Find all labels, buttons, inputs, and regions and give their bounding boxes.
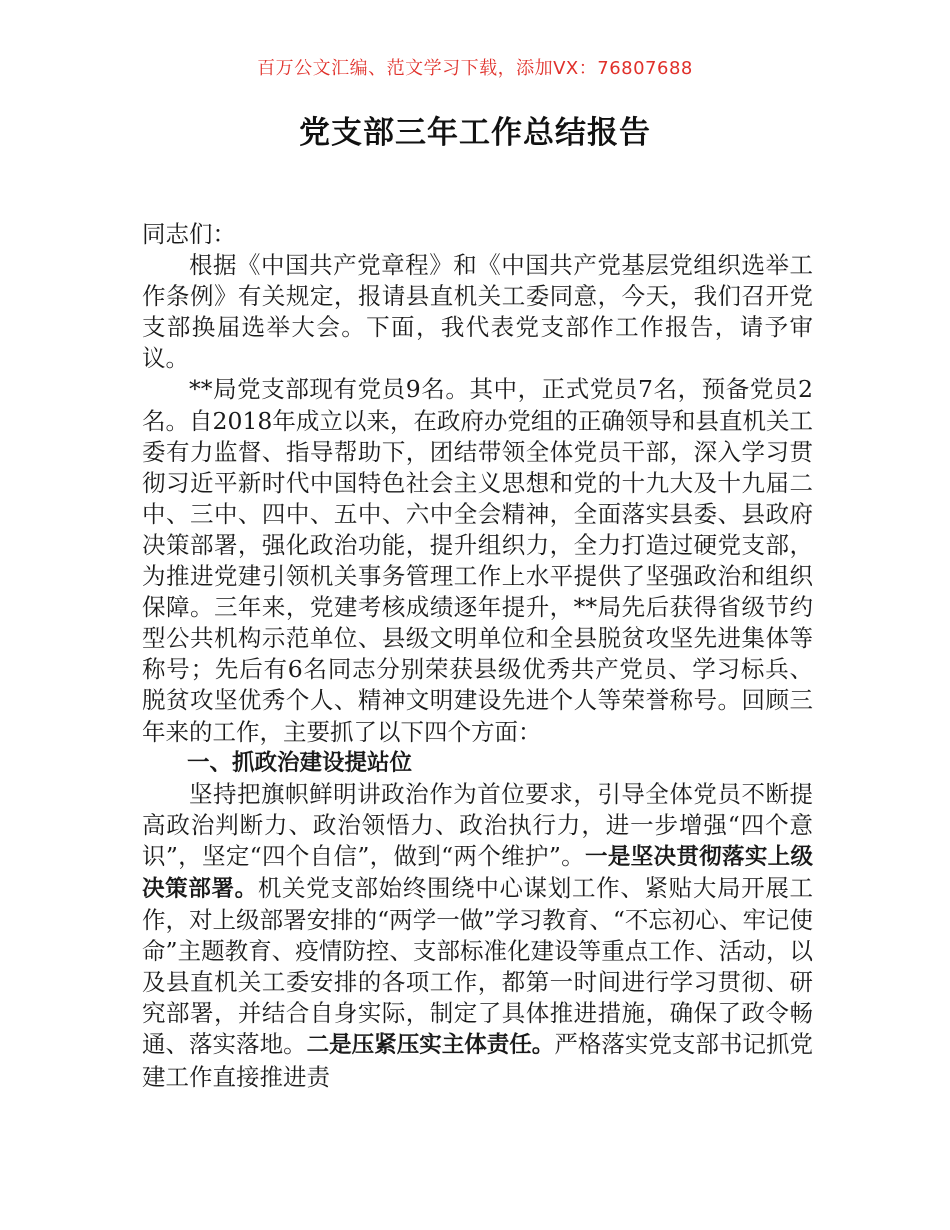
paragraph-political-construction <box>142 779 813 1093</box>
watermark-header: 百万公文汇编、范文学习下载，添加VX：76807688 <box>257 58 693 79</box>
paragraph-text: 严格落实党支部书记抓党建工作直接推进责 <box>142 1030 814 1091</box>
paragraph-overview: **局党支部现有党员9名。其中，正式党员7名，预备党员2名。自2018年成立以来，在政府办党组的正确领导和县直机关工委有力监督、指导帮助下，团结带领全体党员干部，深入学习贯彻习近平新时代中国特色社会主义思想和党的十九大及十九届二中、三中、四中、五中、六中全会精神，全面落实县委、县政府决策部署，强化政治功能，提升组织力，全力打造过硬党支部，为推进党建引领机关事务管理工作上水平提供了坚强政治和组织保障。三年来，党建考核成绩逐年提升，**局先后获得省级节约型公共机构示范单位、县级文明单位和全县脱贫攻坚先进集体等称号；先后有6名同志分别荣获县级优秀共产党员、学习标兵、脱贫攻坚优秀个人、精神文明建设先进个人等荣誉称号。回顾三年来的工作，主要抓了以下四个方面： <box>142 375 813 746</box>
paragraph-text: 机关党支部始终围绕中心谋划工作、紧贴大局开展工作，对上级部署安排的“两学一做”学习教育、“不忘初心、牢记使命”主题教育、疫情防控、支部标准化建设等重点工作、活动，以及县直机关工委安排的各项工作，都第一时间进行学习贯彻、研究部署，并结合自身实际，制定了具体推进措施，确保了政令畅通、落实落地。 <box>142 873 813 1059</box>
paragraph-text: 坚持把旗帜鲜明讲政治作为首位要求，引导全体党员不断提高政治判断力、政治领悟力、政治执行力，进一步增强“四个意识”，坚定“四个自信”，做到“两个维护”。 <box>142 779 813 870</box>
section-heading-political: 一、抓政治建设提站位 <box>187 749 413 776</box>
document-body <box>142 219 813 1093</box>
bold-point-one: 一是坚决贯彻落实上级决策部署。 <box>142 843 813 902</box>
salutation: 同志们： <box>142 220 236 248</box>
paragraph-intro: 根据《中国共产党章程》和《中国共产党基层党组织选举工作条例》有关规定，报请县直机关工委同意，今天，我们召开党支部换届选举大会。下面，我代表党支部作工作报告，请予审议。 <box>142 251 813 373</box>
bold-point-two: 二是压紧压实主体责任。 <box>306 1032 555 1059</box>
page-title: 党支部三年工作总结报告 <box>299 115 651 151</box>
